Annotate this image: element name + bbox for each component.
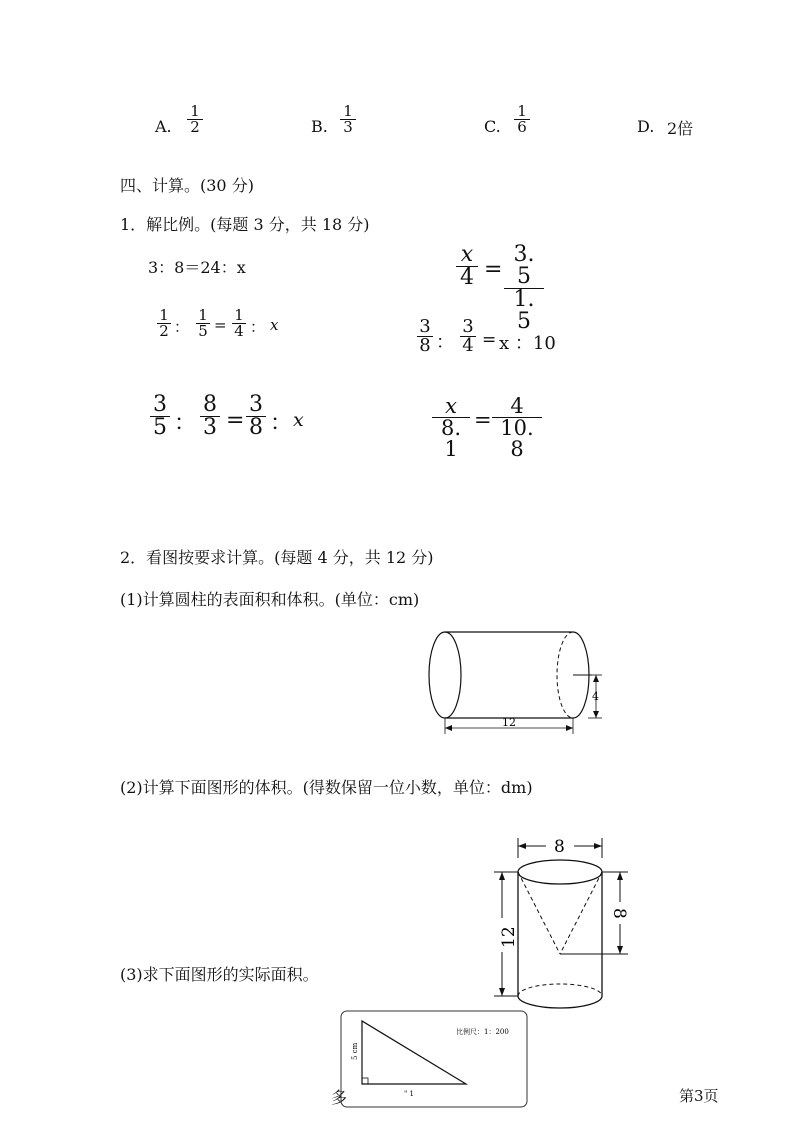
question1-heading: 1．解比例。(每题 3 分，共 18 分) <box>120 215 370 234</box>
proportion-1: 3：8＝24：x <box>148 258 246 277</box>
radius-label: 4 <box>592 690 599 703</box>
cylinder-top <box>518 860 602 884</box>
scale-label: 比例尺：1：200 <box>456 1028 509 1036</box>
cylinder-height-label: 12 <box>499 926 519 948</box>
option-b-fraction: 1 3 <box>340 104 356 135</box>
sub-question-1: (1)计算圆柱的表面积和体积。(单位：cm) <box>120 590 420 609</box>
option-a-fraction: 1 2 <box>187 104 203 135</box>
option-d-text: 2倍 <box>667 119 694 138</box>
cylinder-left-end <box>429 632 461 718</box>
cylinder-cone-figure <box>488 830 638 1015</box>
triangle-scale-figure <box>338 1008 530 1112</box>
footer-left-mark: 多 <box>331 1088 348 1107</box>
page-number: 第3页 <box>679 1087 719 1105</box>
triangle-side-label: 5 cm <box>351 1042 359 1060</box>
sub-question-3: (3)求下面图形的实际面积。 <box>120 965 319 984</box>
top-diameter-label: 8 <box>554 837 565 857</box>
triangle-base-label: " 1 <box>404 1090 414 1098</box>
question2-heading: 2．看图按要求计算。(每题 4 分，共 12 分) <box>120 548 434 567</box>
length-label: 12 <box>502 716 516 729</box>
option-c-label: C. <box>484 117 501 136</box>
cone-height-label: 8 <box>609 908 629 919</box>
option-c-fraction: 1 6 <box>514 104 530 135</box>
right-triangle <box>362 1021 466 1084</box>
cylinder-figure <box>420 620 620 740</box>
p2-left-fraction: x 4 <box>456 244 478 289</box>
option-d-label: D. <box>637 117 655 136</box>
section-heading: 四、计算。(30 分) <box>120 176 254 195</box>
option-b-label: B. <box>311 117 328 136</box>
option-a-label: A. <box>155 117 172 136</box>
sub-question-2: (2)计算下面图形的体积。(得数保留一位小数，单位：dm) <box>120 778 533 797</box>
p2-right-fraction: 3. 5 1. 5 <box>504 244 544 333</box>
